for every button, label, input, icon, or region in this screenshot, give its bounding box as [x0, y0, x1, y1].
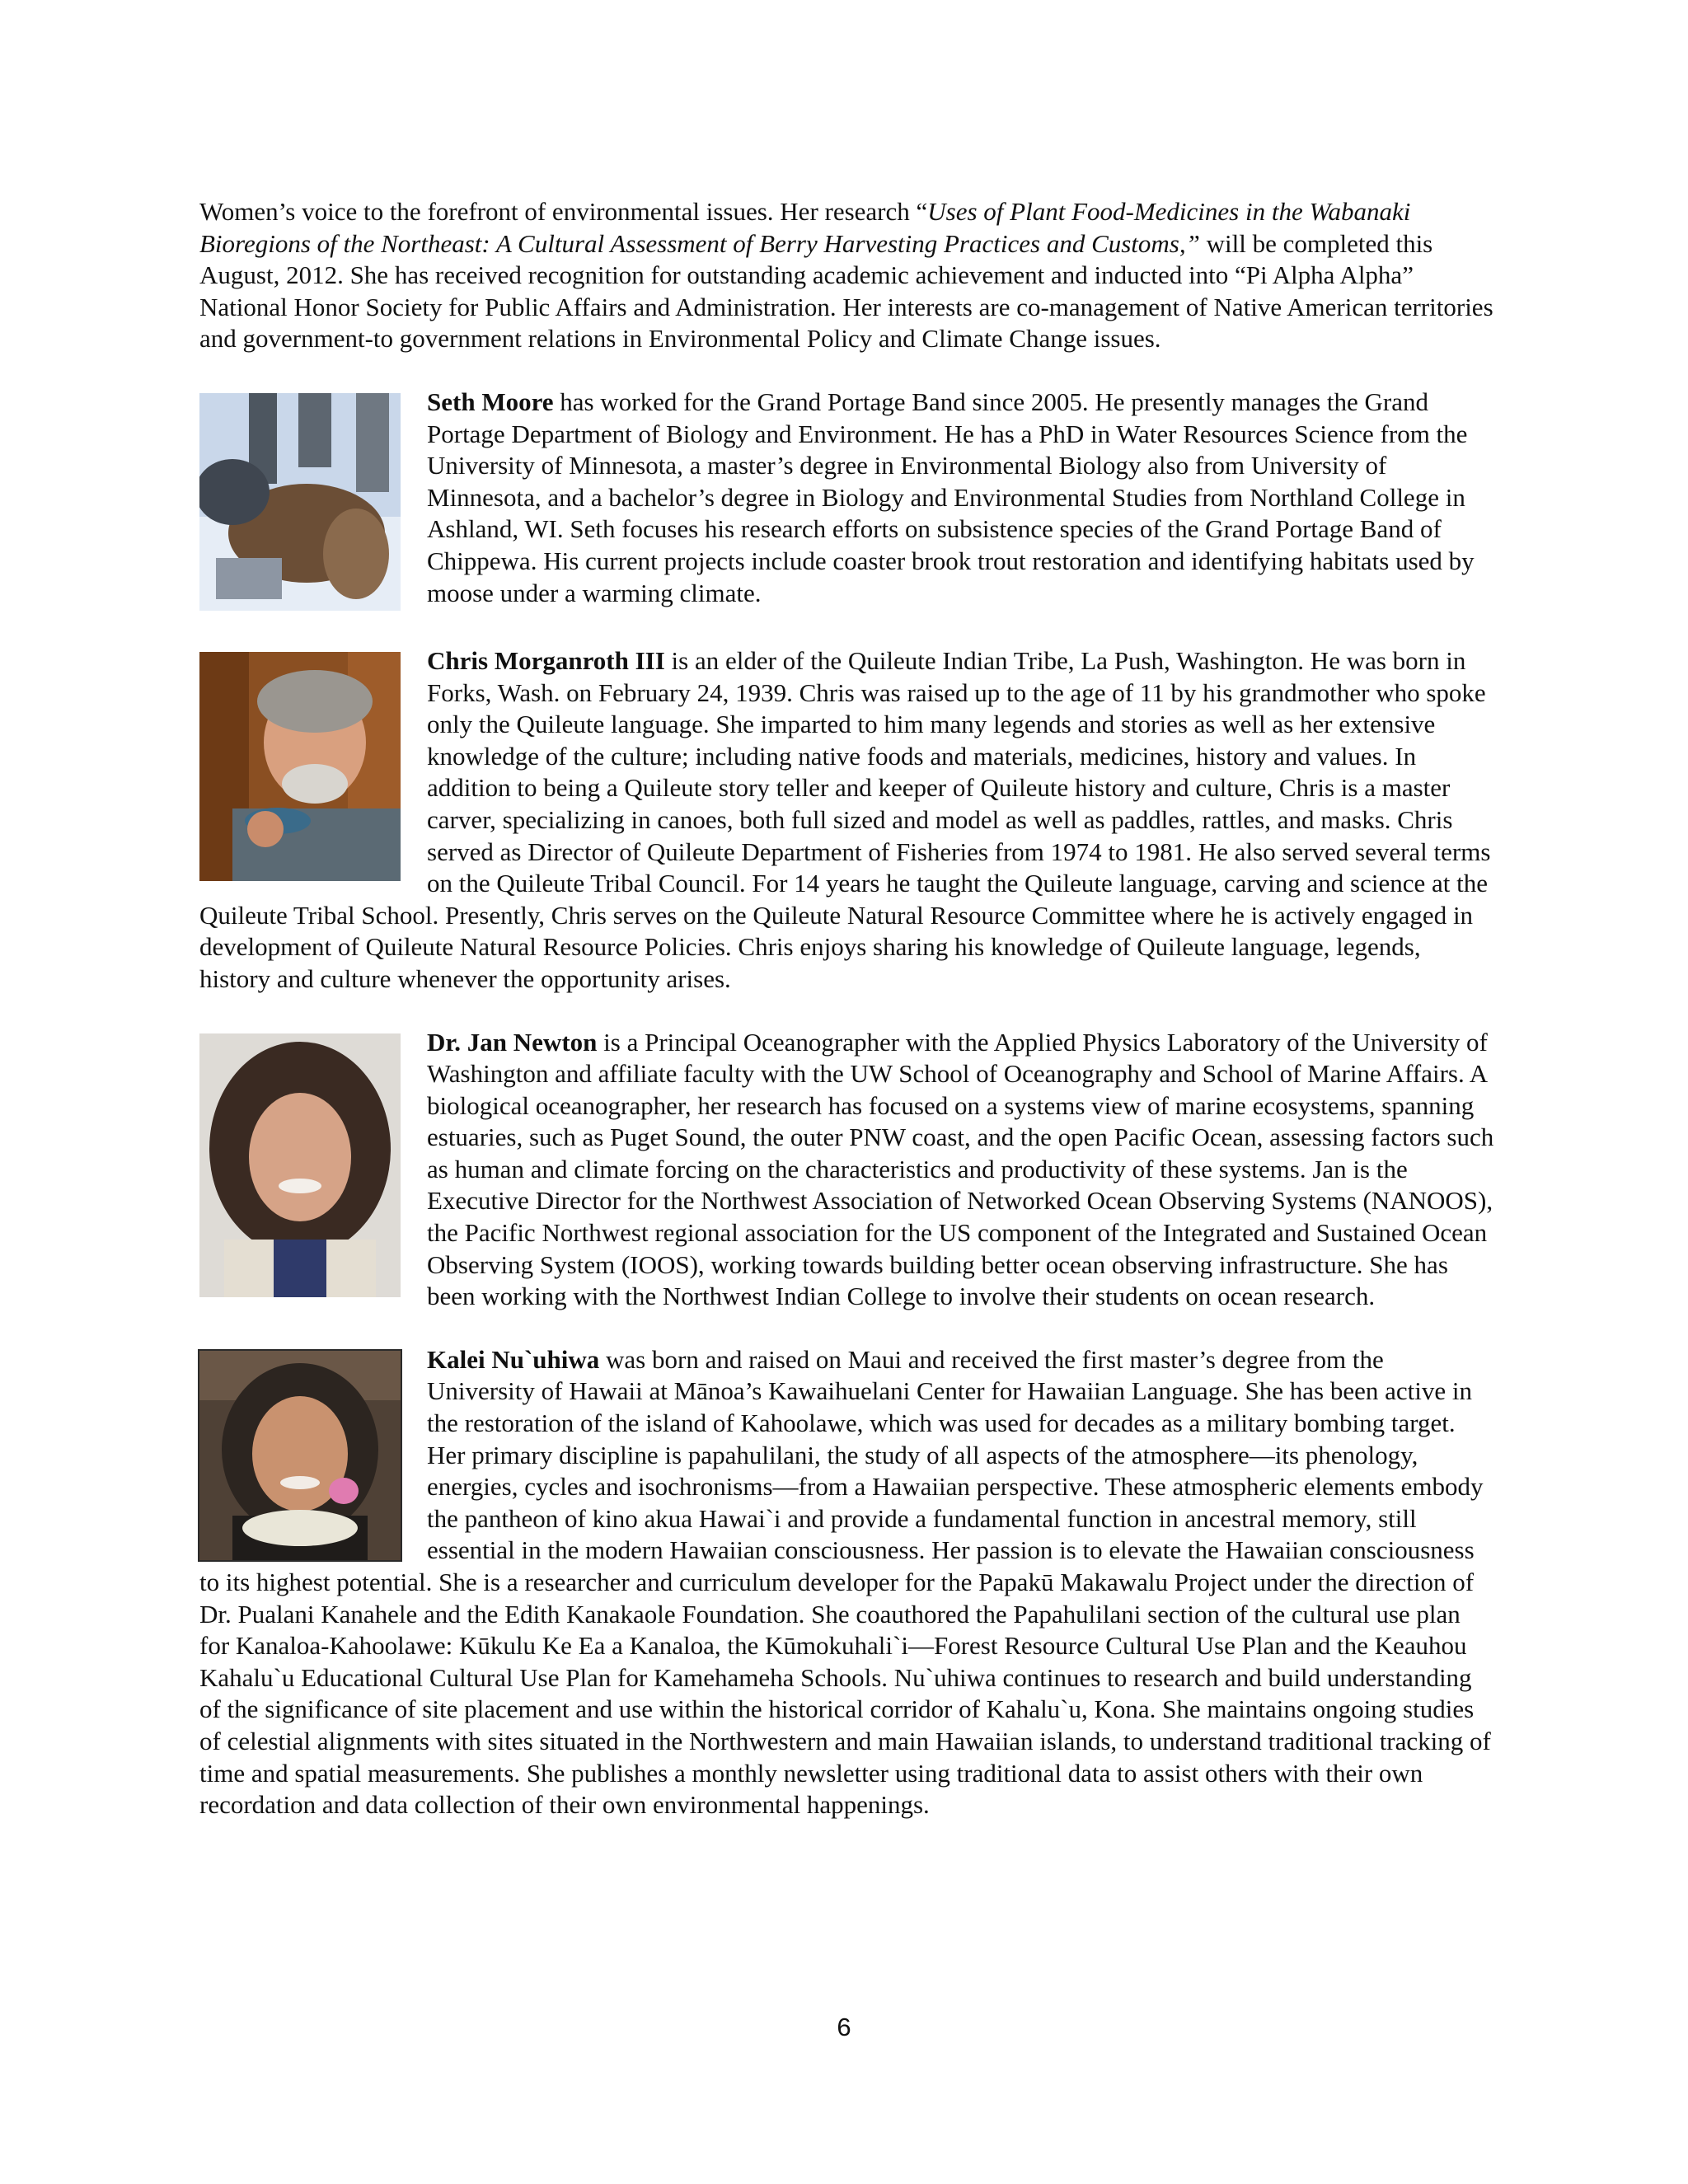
page-number: 6 [837, 2013, 851, 2041]
chris-morganroth-photo [199, 652, 401, 881]
bio-text: has worked for the Grand Portage Band since 2005. He presently manages the Grand Portage Department of Biology and Environment. He has a PhD in Water Resources Science from the University of Minnesota, a master’s degree in Environmental Biology also from University of Minnesota, and a bachelor’s degree in Biology and Environmental Studies from Northland College in Ashland, WI. Seth focuses his research efforts on subsistence species of the Grand Portage Band of Chippewa. His current projects include coaster brook trout restoration and identifying habitats used by moose under a warming climate. [427, 387, 1475, 607]
jan-newton-photo [199, 1033, 401, 1297]
intro-text-1: Women’s voice to the forefront of environmental issues. Her research “ [199, 197, 928, 226]
bio-name: Chris Morganroth III [427, 645, 665, 675]
seth-moore-photo [199, 393, 401, 611]
bio-text: is a Principal Oceanographer with the Applied Physics Laboratory of the University of Washington and affiliate faculty with the UW School of Oceanography and School of Marine Affairs. A biological oceanographer, her research has focused on a systems view of marine ecosystems, spanning estuaries, such as Puget Sound, the outer PNW coast, and the open Pacific Ocean, assessing factors such as human and climate forcing on the characteristics and productivity of these systems. Jan is the Executive Director for the Northwest Association of Networked Ocean Observing Systems (NANOOS), the Pacific Northwest regional association for the US component of the Integrated and Sustained Ocean Observing System (IOOS), working towards building better ocean observing infrastructure. She has been working with the Northwest Indian College to involve their students on ocean research. [427, 1027, 1494, 1311]
intro-text-2: will be completed this August, 2012. She has received recognition for outstanding academic achievement and inducted into “Pi Alpha Alpha” National Honor Society for Public Affairs and Administration. Her interests are co-management of Native American territories and government-to government relations in Environmental Policy and Climate Change issues. [199, 228, 1493, 354]
bio-name: Seth Moore [427, 387, 554, 416]
document-body [199, 196, 1495, 1821]
bio-text: was born and raised on Maui and received the first master’s degree from the University of Hawaii at Mānoa’s Kawaihuelani Center for Hawaiian Language. She has been active in the restoration of the island of Kahoolawe, which was used for decades as a military bombing target. Her primary discipline is papahulilani, the study of all aspects of the atmosphere—its phenology, energies, cycles and isochronisms—from a Hawaiian perspective. These atmospheric elements embody the pantheon of kino akua Hawai`i and provide a fundamental function in ancestral memory, still essential in the modern Hawaiian consciousness. Her passion is to elevate the Hawaiian consciousness to its highest potential. She is a researcher and curriculum developer for the Papakū Makawalu Project under the direction of Dr. Pualani Kanahele and the Edith Kanakaole Foundation. She coauthored the Papahulilani section of the cultural use plan for Kanaloa-Kahoolawe: Kūkulu Ke Ea a Kanaloa, the Kūmokuhali`i—Forest Resource Cultural Use Plan and the Keauhou Kahalu`u Educational Cultural Use Plan for Kamehameha Schools. Nu`uhiwa continues to research and build understanding of the significance of site placement and use within the historical corridor of Kahalu`u, Kona. She maintains ongoing studies of celestial alignments with sites situated in the Northwestern and main Hawaiian islands, to understand traditional tracking of time and spatial measurements. She publishes a monthly newsletter using traditional data to assist others with their own recordation and data collection of their own environmental happenings. [199, 1344, 1491, 1820]
kalei-nuuhiwa-photo [199, 1351, 401, 1560]
bio-name: Kalei Nu`uhiwa [427, 1344, 600, 1374]
bio-name: Dr. Jan Newton [427, 1027, 598, 1057]
research-title: Uses of Plant Food-Medicines in the Wabanaki Bioregions of the Northeast: A Cultural Assessment of Berry Harvesting Practices and Customs,” [199, 197, 1411, 258]
bio-text: is an elder of the Quileute Indian Tribe, La Push, Washington. He was born in Forks, Wash. on February 24, 1939. Chris was raised up to the age of 11 by his grandmother who spoke only the Quileute language. She imparted to him many legends and stories as well as her extensive knowledge of the culture; including native foods and materials, medicines, history and values. In addition to being a Quileute story teller and keeper of Quileute history and culture, Chris is a master carver, specializing in canoes, both full sized and model as well as paddles, rattles, and masks. Chris served as Director of Quileute Department of Fisheries from 1974 to 1981. He also served several terms on the Quileute Tribal Council. For 14 years he taught the Quileute language, carving and science at the Quileute Tribal School. Presently, Chris serves on the Quileute Natural Resource Committee where he is actively engaged in development of Quileute Natural Resource Policies. Chris enjoys sharing his knowledge of Quileute language, legends, history and culture whenever the opportunity arises. [199, 645, 1491, 993]
intro-paragraph [199, 196, 1495, 355]
